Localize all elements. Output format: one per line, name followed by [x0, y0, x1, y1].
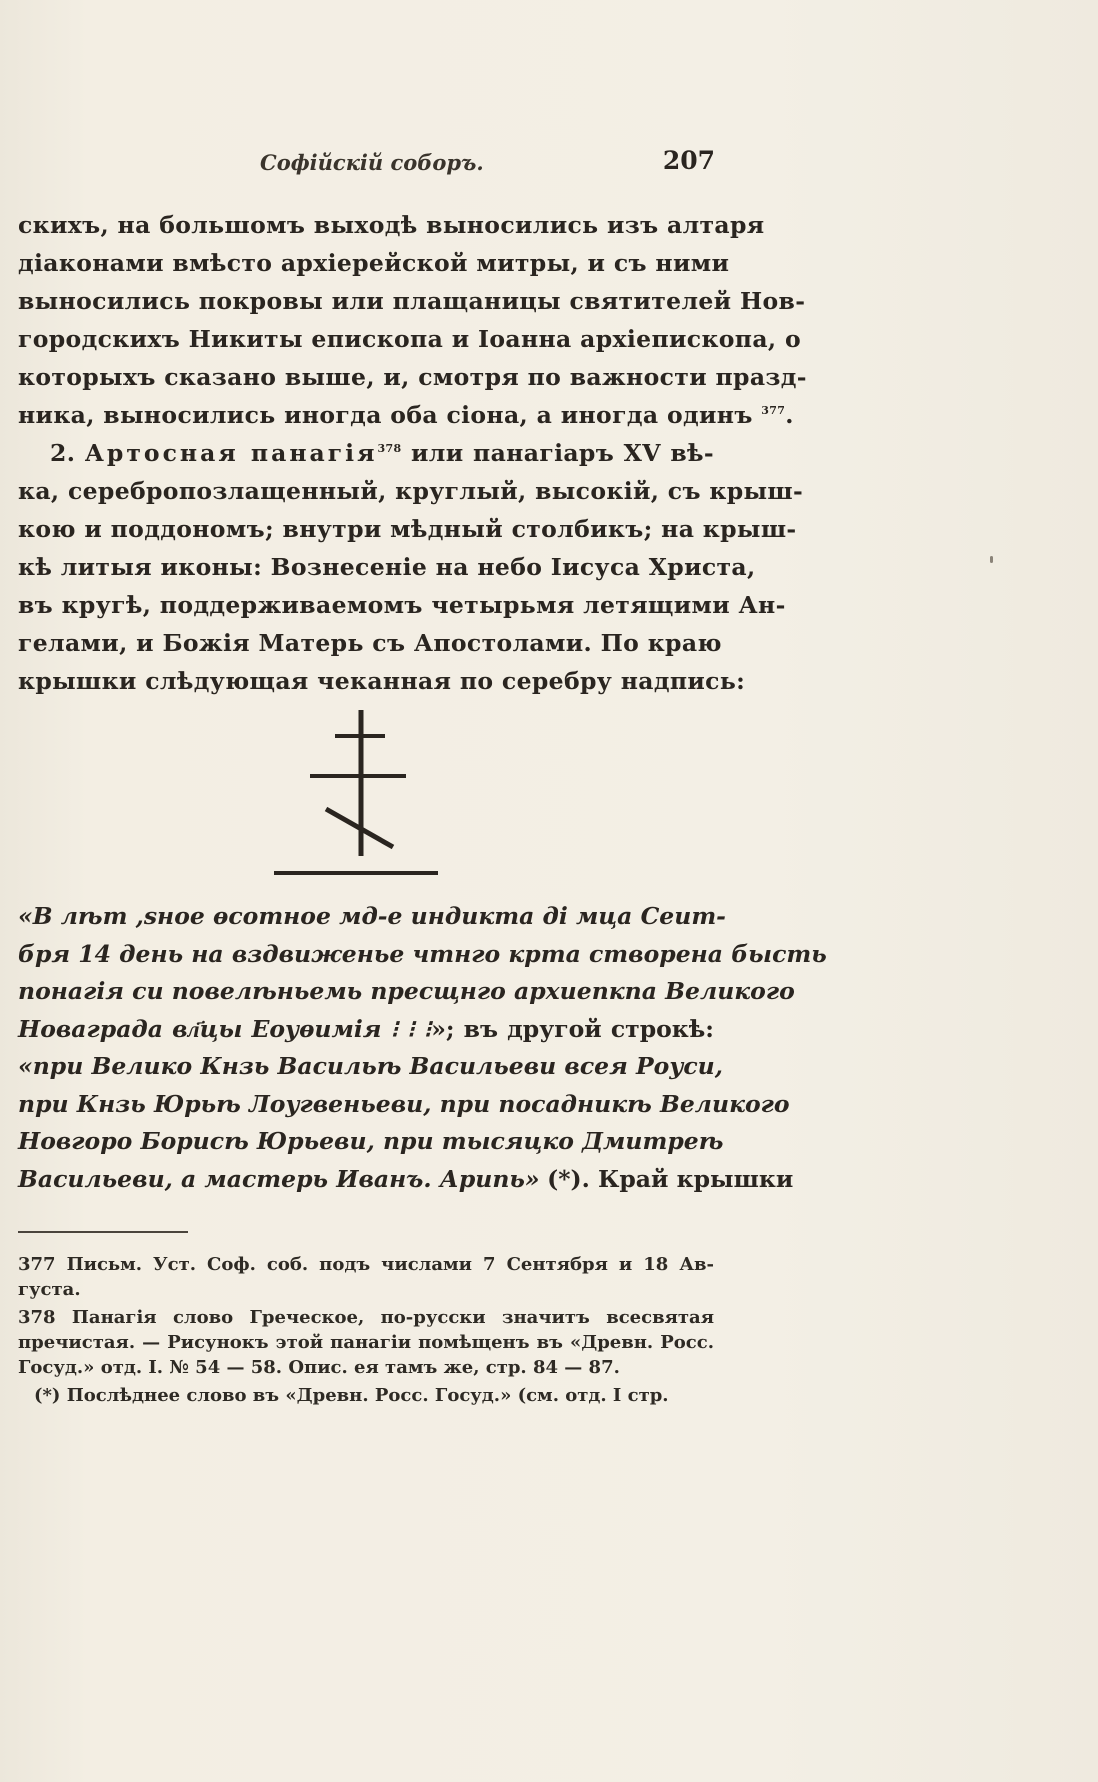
footnotes: [18, 1252, 714, 1408]
inscription-text: [18, 898, 827, 1198]
text-line: которыхъ сказано выше, и, смотря по важности празд-: [18, 363, 807, 391]
inscription-line: понагія си повелѣньемь пресщнго архиепкпа Великого: [18, 977, 795, 1005]
text-line-content: или панагіаръ XV вѣ-: [411, 439, 714, 467]
text-line: въ кругѣ, поддерживаемомъ четырьмя летящими Ан-: [18, 591, 786, 619]
paragraph-2-start: [18, 434, 714, 472]
text-line: скихъ, на большомъ выходѣ выносились изъ алтаря: [18, 211, 765, 239]
artos-panagia-term: Артосная панагія: [84, 439, 378, 467]
inscription-line: бря 14 день на вздвиженье чтнго крта створена бысть: [18, 939, 827, 968]
paragraph-number: 2.: [50, 439, 85, 467]
inscription-line: «при Велико Кнзь Васильѣ Васильеви всея Роуси,: [18, 1052, 723, 1080]
footnote-ref-377: 377: [761, 404, 786, 418]
footnote-star: (*) Послѣднее слово въ «Древн. Росс. Госуд.» (см. отд. I стр.: [34, 1385, 669, 1406]
text-line-content: ника, выносились иногда оба сіона, а иногда одинъ: [18, 401, 753, 429]
text-line: діаконами вмѣсто архіерейской митры, и съ ними: [18, 249, 730, 277]
inscription-line: [18, 1011, 714, 1049]
text-line: городскихъ Никиты епископа и Іоанна архіепископа, о: [18, 325, 802, 353]
inscription-italic: Новаграда вл҃цы Еоуѳимія ⁝ ⁝ ⁝: [18, 1014, 432, 1043]
footnote-378-line: Госуд.» отд. I. № 54 — 58. Опис. ея тамъ же, стр. 84 — 87.: [18, 1357, 620, 1378]
text-line: ка, серебропозлащенный, круглый, высокій, съ крыш-: [18, 477, 804, 505]
footnote-378-line: пречистая. — Рисунокъ этой панагіи помѣщенъ въ «Древн. Росс.: [18, 1332, 714, 1353]
text-line: кѣ литыя иконы: Вознесеніе на небо Іисуса Христа,: [18, 553, 756, 581]
page-header: [260, 146, 715, 186]
inscription-line: Новгоро Борисѣ Юрьеви, при тысяцко Дмитреѣ: [18, 1127, 724, 1155]
footnote-377-line: 377 Письм. Уст. Соф. соб. подъ числами 7 Сентября и 18 Ав-: [18, 1254, 714, 1275]
inscription-line: «В лѣт ,ѕнoe ѳсотное мд-е индикта ді мца Сеит-: [18, 902, 726, 930]
page-number: 207: [662, 146, 715, 175]
inscription-italic: Васильеви, а мастерь Иванъ. Арипь»: [18, 1164, 540, 1193]
text-line: кою и поддономъ; внутри мѣдный столбикъ; на крыш-: [18, 515, 797, 543]
inscription-line: при Кнзь Юрьѣ Лоугвеньеви, при посадникѣ Великого: [18, 1089, 790, 1118]
body-text: [18, 206, 807, 700]
inscription-roman: »; въ другой строкѣ:: [431, 1014, 714, 1043]
footnote-divider: [18, 1231, 188, 1233]
inscription-roman: (*). Край крышки: [547, 1164, 794, 1193]
running-title: Софійскій соборъ.: [260, 150, 484, 175]
footnote-ref-378: 378: [377, 442, 402, 456]
text-line: выносились покровы или плащаницы святителей Нов-: [18, 287, 806, 315]
text-line: ника, выносились иногда оба сіона, а иногда одинъ $^{377}$.: [18, 401, 794, 429]
orthodox-cross-icon: [270, 710, 440, 880]
text-line: крышки слѣдующая чеканная по серебру надпись:: [18, 667, 746, 695]
text-line: гелами, и Божія Матерь съ Апостолами. По краю: [18, 629, 722, 657]
inscription-line: [18, 1161, 794, 1199]
paper-speck: [990, 556, 993, 563]
footnote-377-line: густа.: [18, 1279, 81, 1300]
footnote-378-line: 378 Панагія слово Греческое, по-русски значитъ всесвятая: [18, 1307, 714, 1328]
